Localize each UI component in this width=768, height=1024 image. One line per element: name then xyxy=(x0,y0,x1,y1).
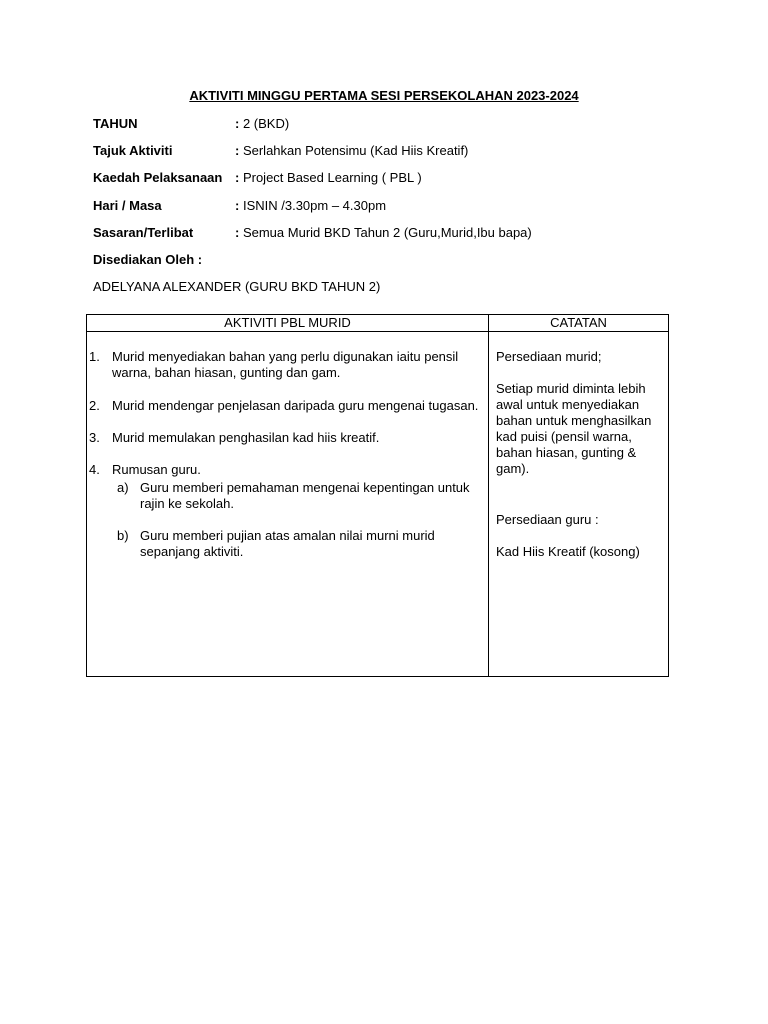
list-text: Murid mendengar penjelasan daripada guru mengenai tugasan. xyxy=(112,398,479,413)
info-value: Project Based Learning ( PBL ) xyxy=(242,170,422,185)
info-value: Semua Murid BKD Tahun 2 (Guru,Murid,Ibu bapa) xyxy=(242,225,532,240)
sub-list-text: Guru memberi pemahaman mengenai kepentingan untuk rajin ke sekolah. xyxy=(140,480,470,511)
note-text: Setiap murid diminta lebih awal untuk menyediakan bahan untuk menghasilkan kad puisi (pensil warna, bahan hiasan, gunting & gam). xyxy=(496,381,652,476)
list-text: Murid menyediakan bahan yang perlu digunakan iaitu pensil warna, bahan hiasan, gunting dan gam. xyxy=(112,349,459,380)
prepared-by-label: Disediakan Oleh : xyxy=(93,252,203,267)
list-number: 1. xyxy=(89,349,100,364)
note-heading: Persediaan murid; xyxy=(496,349,602,364)
list-number: 2. xyxy=(89,398,100,413)
document-title: AKTIVITI MINGGU PERTAMA SESI PERSEKOLAHAN 2023-2024 xyxy=(189,88,579,103)
info-label: TAHUN xyxy=(93,116,138,131)
note-heading: Persediaan guru : xyxy=(496,512,599,527)
activity-table xyxy=(86,314,669,677)
info-label: Tajuk Aktiviti xyxy=(93,143,173,158)
note-text: Kad Hiis Kreatif (kosong) xyxy=(496,544,640,559)
author-name: ADELYANA ALEXANDER (GURU BKD TAHUN 2) xyxy=(93,279,381,294)
list-text: Murid memulakan penghasilan kad hiis kreatif. xyxy=(112,430,380,445)
list-number: 3. xyxy=(89,430,100,445)
list-number: 4. xyxy=(89,462,100,477)
info-value: Serlahkan Potensimu (Kad Hiis Kreatif) xyxy=(242,143,469,158)
sub-list-text: Guru memberi pujian atas amalan nilai murni murid sepanjang aktiviti. xyxy=(140,528,435,559)
info-value: ISNIN /3.30pm – 4.30pm xyxy=(242,198,387,213)
activities-cell xyxy=(87,332,489,677)
info-value: 2 (BKD) xyxy=(242,116,290,131)
sub-list-letter: a) xyxy=(117,480,129,495)
info-label: Kaedah Pelaksanaan xyxy=(93,170,223,185)
column-header-activities: AKTIVITI PBL MURID xyxy=(87,315,489,332)
notes-cell xyxy=(489,332,669,677)
column-header-notes: CATATAN xyxy=(489,315,669,332)
info-label: Sasaran/Terlibat xyxy=(93,225,194,240)
list-text: Rumusan guru. xyxy=(112,462,201,477)
sub-list-letter: b) xyxy=(117,528,129,543)
info-label: Hari / Masa xyxy=(93,198,162,213)
